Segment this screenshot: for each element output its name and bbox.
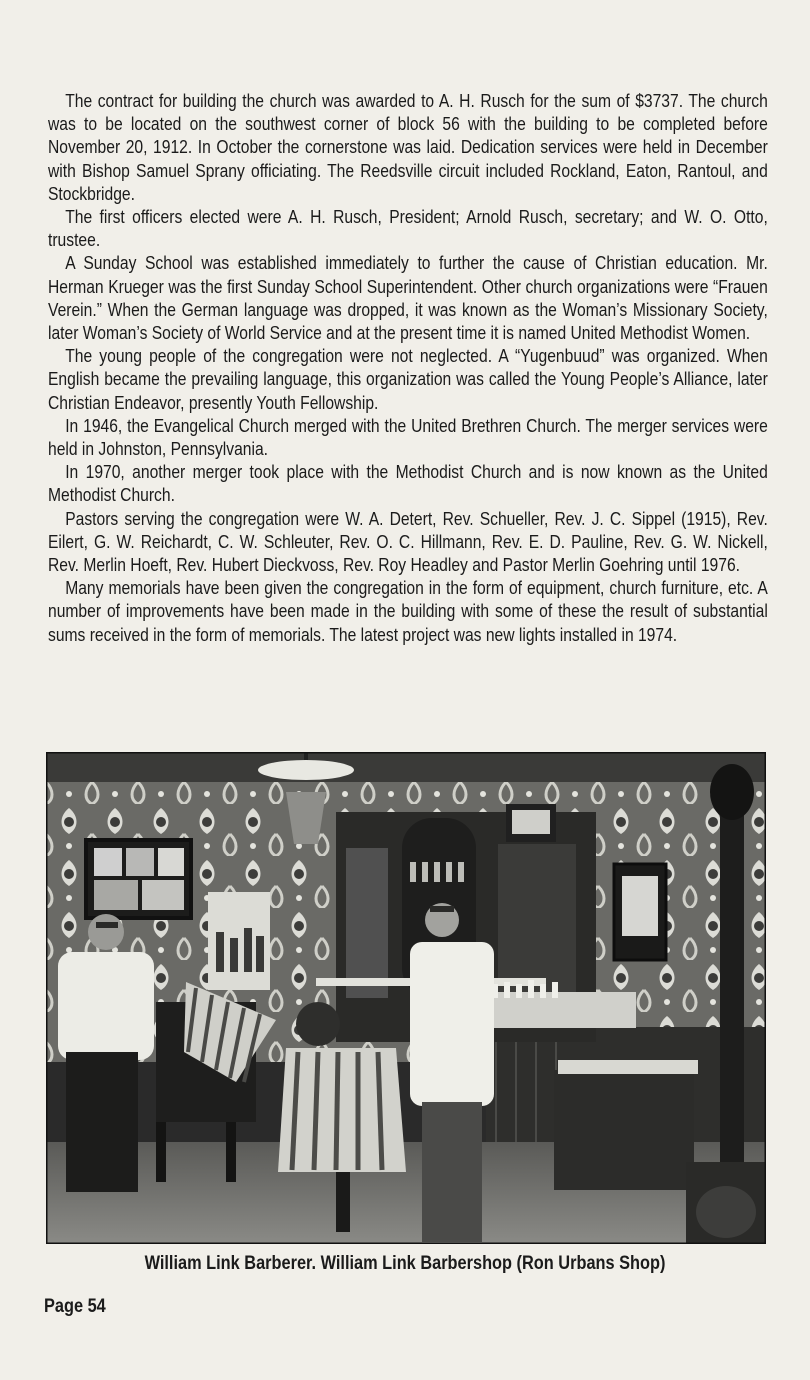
paragraph-memorials: Many memorials have been given the congregation in the form of equipment, church furniture, etc. A number of improvements have been made in the building with some of these the result of substantial sums received in the form of memorials. The latest project was new lights installed in 1974. [48, 578, 768, 645]
paragraph-pastors: Pastors serving the congregation were W. A. Detert, Rev. Schueller, Rev. J. C. Sippel (1915), Rev. Eilert, G. W. Reichardt, C. W. Schleuter, Rev. O. C. Hillmann, Rev. E. D. Pauline, Rev. G. W. Nickell, Rev. Merlin Hoeft, Rev. Hubert Dieckvoss, Rev. Roy Headley and Pastor Merlin Goehring until 1976. [48, 508, 768, 576]
photo-caption: William Link Barberer. William Link Barbershop (Ron Urbans Shop) [144, 1253, 666, 1274]
paragraph-contract: The contract for building the church was awarded to A. H. Rusch for the sum of $3737. The church was to be located on the southwest corner of block 56 with the building to be completed before November 20, 1912. In October the cornerstone was laid. Dedication services were held in December with Bishop Samuel Sprany officiating. The Reedsville circuit included Rockland, Eaton, Rantoul, and Stockbridge. [48, 91, 768, 204]
page-number: Page 54 [44, 1296, 106, 1317]
paragraph-sunday-school: A Sunday School was established immediately to further the cause of Christian education. Mr. Herman Krueger was the first Sunday School Superintendent. Other church organizations were “Frauen Verein.” When the German language was dropped, it was known as the Woman’s Missionary Society, later Woman’s Society of World Service and at the present time it is named United Methodist Women. [48, 253, 768, 344]
body-text [48, 90, 768, 647]
paragraph-1946-merger: In 1946, the Evangelical Church merged with the United Brethren Church. The merger services were held in Johnston, Pennsylvania. [48, 415, 768, 460]
paragraph-officers: The first officers elected were A. H. Rusch, President; Arnold Rusch, secretary; and W. O. Otto, trustee. [48, 207, 768, 251]
barbershop-photo [46, 752, 766, 1244]
paragraph-young-people: The young people of the congregation were not neglected. A “Yugenbuud” was organized. When English became the prevailing language, this organization was called the Young People’s Alliance, later Christian Endeavor, presently Youth Fellowship. [48, 346, 768, 413]
paragraph-1970-merger: In 1970, another merger took place with the Methodist Church and is now known as the United Methodist Church. [48, 462, 768, 506]
